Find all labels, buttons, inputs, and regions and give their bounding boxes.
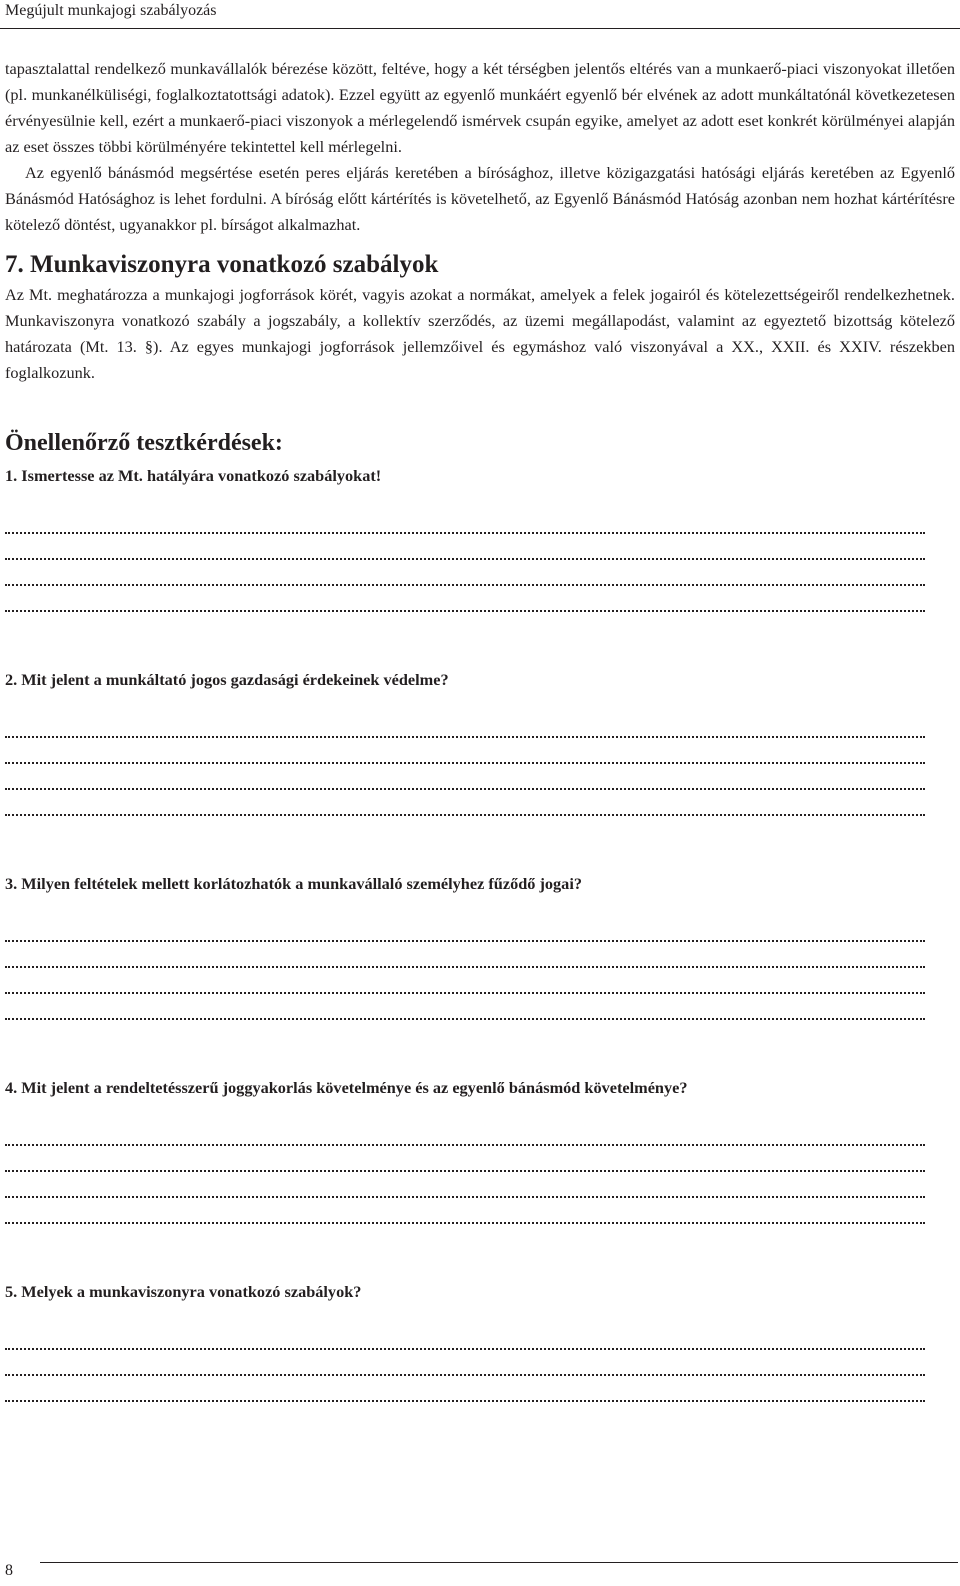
question-4: 4. Mit jelent a rendeltetésszerű joggyakorlás követelménye és az egyenlő bánásmód követelménye? [5, 1078, 688, 1097]
section-heading: 7. Munkaviszonyra vonatkozó szabályok [5, 251, 439, 278]
body-paragraph: Az Mt. meghatározza a munkajogi jogforrások körét, vagyis azokat a normákat, amelyek a felek jogairól és kötelezettségeiről rendelkezhetnek. Munkaviszonyra vonatkozó szabály a jogszabály, a kollektív szerződés, az üzemi megállapodást, valamint az egyeztető bizottság kötelező határozata (Mt. 13. §). Az egyes munkajogi jogforrások jellemzőivel és egymáshoz való viszonyával a XX., XXII. és XXIV. részekben foglalkozunk. [5, 285, 955, 382]
answer-line [5, 512, 925, 534]
page-header [0, 0, 960, 29]
answer-line [5, 1124, 925, 1146]
footer-rule [40, 1562, 958, 1563]
answer-line [5, 1376, 925, 1402]
answer-lines [5, 716, 955, 816]
answer-line [5, 586, 925, 612]
answer-lines [5, 1328, 955, 1402]
answer-line [5, 738, 925, 764]
running-title: Megújult munkajogi szabályozás [5, 2, 217, 19]
answer-line [5, 1350, 925, 1376]
answer-lines [5, 1124, 955, 1224]
answer-line [5, 534, 925, 560]
body-paragraph: Az egyenlő bánásmód megsértése esetén peres eljárás keretében a bírósághoz, illetve közigazgatási hatósági eljárás keretében az Egyenlő Bánásmód Hatósághoz is lehet fordulni. A bíróság előtt kártérítés is követelhető, az Egyenlő Bánásmód Hatóság azonban nem hozhat kártérítésre kötelező döntést, ugyanakkor pl. bírságot alkalmazhat. [5, 163, 955, 234]
answer-line [5, 920, 925, 942]
answer-line [5, 994, 925, 1020]
body-paragraph: tapasztalattal rendelkező munkavállalók bérezése között, feltéve, hogy a két térségben jelentős eltérés van a munkaerő-piaci viszonyokat illetően (pl. munkanélküliségi, foglalkoztatottsági adatok). Ezzel együtt az egyenlő munkáért egyenlő bér elvének az adott munkáltatónál következetesen érvényesülnie kell, ezért a munkaerő-piaci viszonyok a mérlegelendő ismérvek csupán egyike, amelyet az adott eset konkrét körülményei alapján az eset összes többi körülményére tekintettel kell mérlegelni. [5, 59, 955, 156]
answer-line [5, 1146, 925, 1172]
answer-line [5, 1328, 925, 1350]
answer-line [5, 560, 925, 586]
question-1: 1. Ismertesse az Mt. hatályára vonatkozó szabályokat! [5, 466, 382, 485]
question-3: 3. Milyen feltételek mellett korlátozhatók a munkavállaló személyhez fűződő jogai? [5, 874, 582, 893]
question-5: 5. Melyek a munkaviszonyra vonatkozó szabályok? [5, 1282, 362, 1301]
page-content [5, 56, 955, 1402]
answer-lines [5, 512, 955, 612]
answer-line [5, 764, 925, 790]
test-title: Önellenőrző tesztkérdések: [5, 430, 283, 456]
answer-line [5, 716, 925, 738]
question-2: 2. Mit jelent a munkáltató jogos gazdasági érdekeinek védelme? [5, 670, 449, 689]
answer-line [5, 968, 925, 994]
answer-line [5, 1198, 925, 1224]
answer-line [5, 942, 925, 968]
answer-lines [5, 920, 955, 1020]
page-number: 8 [5, 1562, 13, 1579]
answer-line [5, 1172, 925, 1198]
answer-line [5, 790, 925, 816]
